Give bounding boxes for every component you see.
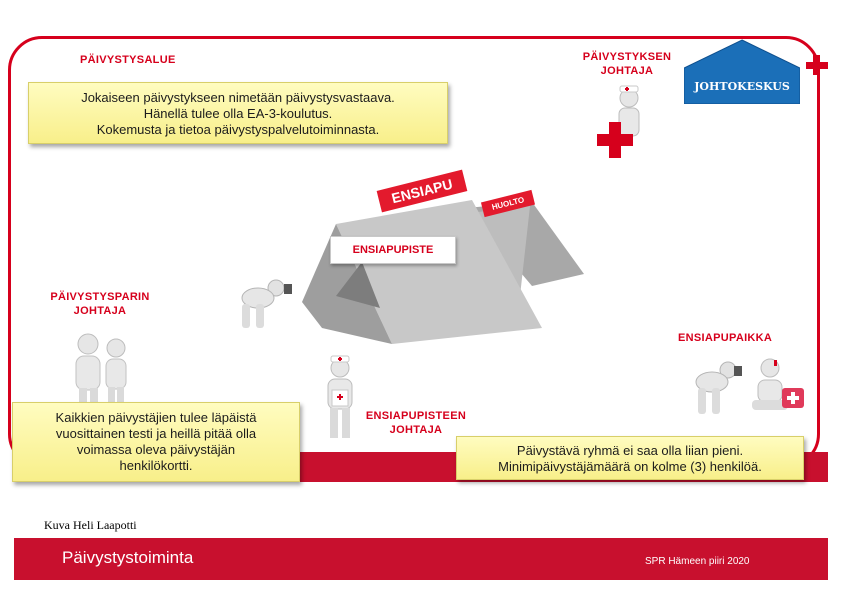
- top-note-line: Hänellä tulee olla EA-3-koulutus.: [143, 106, 333, 121]
- left-note-line: vuosittainen testi ja heillä pitää olla: [55, 426, 257, 441]
- post-label: ENSIAPUPAIKKA: [678, 332, 773, 344]
- tent-label: ENSIAPUPISTE: [330, 236, 456, 264]
- pair-lead-line1: PÄIVYSTYSPARIN: [50, 291, 150, 303]
- red-cross-icon: [806, 54, 828, 76]
- right-note: [456, 436, 804, 480]
- point-lead-line2: JOHTAJA: [389, 424, 443, 436]
- point-lead-line1: ENSIAPUPISTEEN: [365, 410, 467, 422]
- lead-label-line1: PÄIVYSTYKSEN: [582, 51, 672, 63]
- point-lead-label: [346, 409, 486, 437]
- lead-label-line2: JOHTAJA: [600, 65, 654, 77]
- lead-label: [562, 50, 692, 78]
- top-note-line: Jokaiseen päivystykseen nimetään päivystysvastaava.: [81, 90, 395, 105]
- ensiapu-sign: ENSIAPU: [377, 170, 468, 213]
- right-note-line: Minimipäivystäjämäärä on kolme (3) henkilöä.: [498, 459, 762, 474]
- hq-house-icon: [684, 38, 800, 104]
- left-note-line: Kaikkien päivystäjien tulee läpäistä: [55, 410, 257, 425]
- footer-org: SPR Hämeen piiri 2020: [645, 556, 750, 567]
- right-note-line: Päivystävä ryhmä ei saa olla liian pieni.: [516, 443, 744, 458]
- huolto-sign: HUOLTO: [481, 190, 535, 217]
- footer-title: Päivystystoiminta: [62, 548, 194, 567]
- pair-lead-label: [30, 290, 170, 318]
- pair-figures-icon: [66, 332, 140, 410]
- post-figures-icon: [694, 354, 806, 420]
- first-aid-tent-icon: [296, 178, 586, 350]
- pair-lead-line2: JOHTAJA: [73, 305, 127, 317]
- point-leader-figure-icon: [320, 354, 360, 440]
- photo-credit: Kuva Heli Laapotti: [44, 518, 137, 532]
- area-label: PÄIVYSTYSALUE: [80, 54, 176, 66]
- crouching-figure-icon: [234, 276, 294, 330]
- top-note: [28, 82, 448, 144]
- left-note-line: henkilökortti.: [119, 458, 193, 473]
- left-note-line: voimassa oleva päivystäjän: [76, 442, 236, 457]
- top-note-line: Kokemusta ja tietoa päivystyspalvelutoiminnasta.: [96, 122, 380, 137]
- hq-label: JOHTOKESKUS: [694, 80, 790, 93]
- leader-figure-icon: [592, 84, 650, 174]
- left-note: [12, 402, 300, 482]
